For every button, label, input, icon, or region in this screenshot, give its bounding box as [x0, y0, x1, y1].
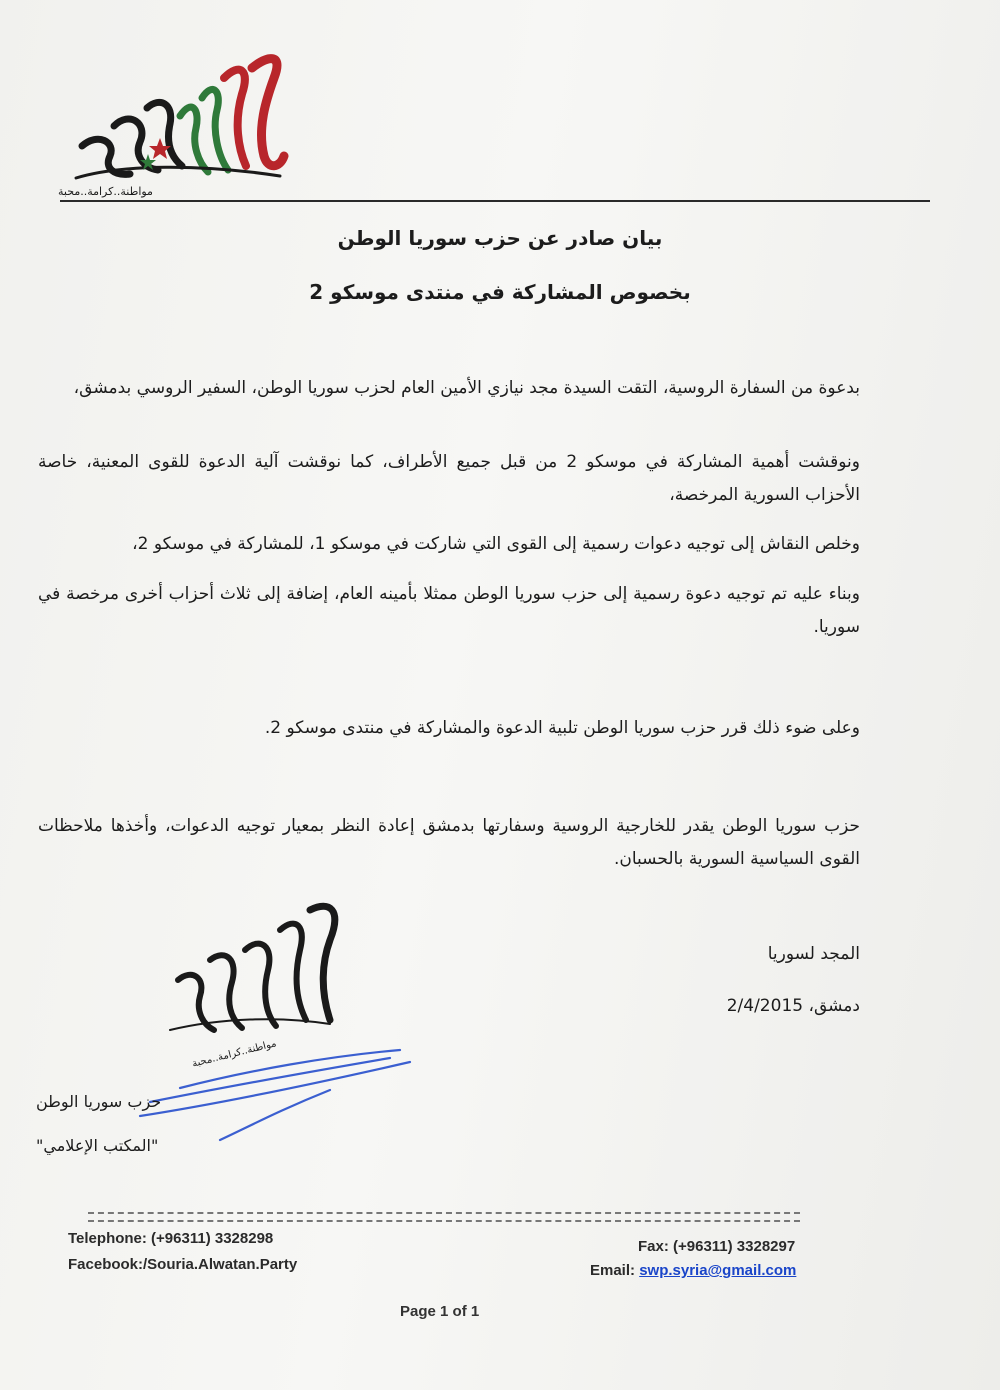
- paragraph-conclusion: وخلص النقاش إلى توجيه دعوات رسمية إلى القوى التي شاركت في موسكو 1، للمشاركة في موسكو 2،: [132, 534, 860, 554]
- closing-slogan: المجد لسوريا: [767, 944, 860, 964]
- stamp-calligraphy: [170, 906, 335, 1030]
- email-label: Email:: [590, 1262, 636, 1279]
- closing-date: دمشق، 2/4/2015: [726, 996, 860, 1016]
- signature-party-name: حزب سوريا الوطن: [36, 1092, 162, 1111]
- footer-fax: Fax: (+96311) 3328297: [638, 1238, 796, 1255]
- footer-facebook[interactable]: Facebook:/Souria.Alwatan.Party: [68, 1256, 298, 1273]
- stamp-tagline: مواطنة..كرامة..محبة: [191, 1038, 278, 1070]
- paragraph-invitation: بدعوة من السفارة الروسية، التقت السيدة مجد نيازي الأمين العام لحزب سوريا الوطن، السفير الروسي بدمشق،: [73, 378, 860, 398]
- statement-subtitle: بخصوص المشاركة في منتدى موسكو 2: [309, 280, 691, 304]
- statement-title: بيان صادر عن حزب سوريا الوطن: [337, 226, 663, 250]
- footer-divider: [88, 1212, 800, 1222]
- paragraph-discussion: ونوقشت أهمية المشاركة في موسكو 2 من قبل جميع الأطراف، كما نوقشت آلية الدعوة للقوى المعنية، خاصة الأحزاب السورية المرخصة،: [38, 452, 860, 505]
- party-logo: [52, 38, 292, 208]
- logo-tagline: مواطنة..كرامة..محبة: [58, 185, 153, 198]
- email-link[interactable]: swp.syria@gmail.com: [639, 1262, 797, 1279]
- header-divider: [60, 200, 930, 202]
- signature-office: "المكتب الإعلامي": [36, 1136, 159, 1155]
- page-number: Page 1 of 1: [400, 1303, 480, 1320]
- signature-stamp: [30, 890, 430, 1170]
- paragraph-appreciation: حزب سوريا الوطن يقدر للخارجية الروسية وسفارتها بدمشق إعادة النظر بمعيار توجيه الدعوات، وأخذها ملاحظات القوى السياسية السورية بالحسبان.: [38, 816, 860, 869]
- paragraph-decision: وعلى ضوء ذلك قرر حزب سوريا الوطن تلبية الدعوة والمشاركة في منتدى موسكو 2.: [264, 718, 860, 738]
- paragraph-official-invite: وبناء عليه تم توجيه دعوة رسمية إلى حزب سوريا الوطن ممثلا بأمينه العام، إضافة إلى ثلاث أحزاب أخرى مرخصة في سوريا.: [38, 584, 860, 637]
- footer-telephone: Telephone: (+96311) 3328298: [68, 1230, 274, 1247]
- signature-scribble: [140, 1050, 410, 1140]
- logo-calligraphy: [76, 59, 284, 178]
- footer-email: [590, 1262, 796, 1279]
